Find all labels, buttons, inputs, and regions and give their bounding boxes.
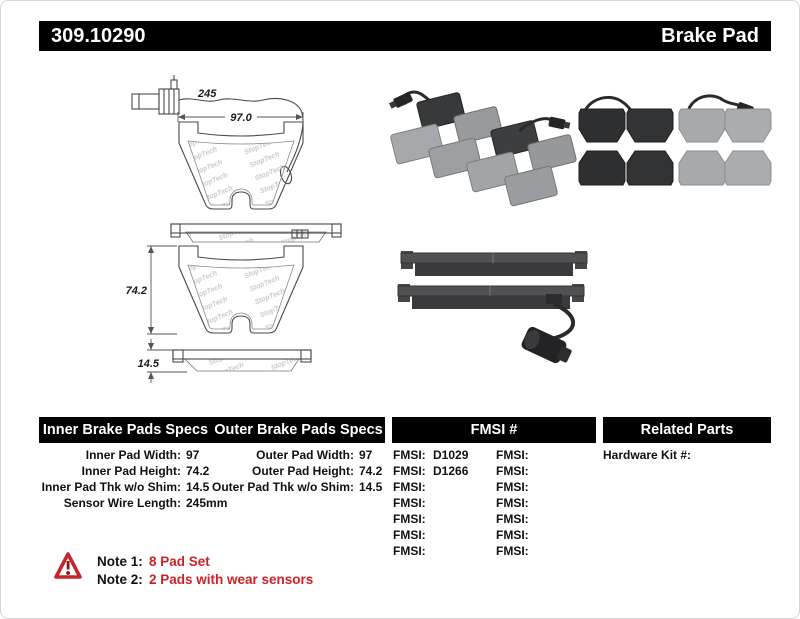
table-row xyxy=(496,543,536,559)
pads-specs-header-bar xyxy=(39,417,385,443)
fmsi-label: FMSI: xyxy=(393,544,426,558)
table-row xyxy=(393,447,468,463)
pad-edge-view-1 xyxy=(171,224,341,242)
title-bar xyxy=(39,21,771,51)
spec-value: 74.2 xyxy=(186,464,210,478)
fmsi-label: FMSI: xyxy=(393,448,426,462)
table-row xyxy=(496,447,536,463)
fmsi-value: D1029 xyxy=(433,448,469,462)
table-row xyxy=(496,527,536,543)
table-row xyxy=(208,479,382,495)
pad-front-view-1 xyxy=(179,122,303,209)
note-line xyxy=(97,554,210,569)
fmsi-label: FMSI: xyxy=(496,448,529,462)
technical-drawing xyxy=(126,75,341,383)
spec-value: 74.2 xyxy=(359,464,383,478)
note-label: Note 1: xyxy=(97,554,143,569)
dimension-thickness xyxy=(138,339,187,383)
spec-label: Inner Pad Width: xyxy=(85,448,181,462)
table-row xyxy=(603,447,696,463)
spec-label: Inner Pad Thk w/o Shim: xyxy=(41,480,181,494)
fmsi-label: FMSI: xyxy=(496,544,529,558)
fmsi-label: FMSI: xyxy=(496,528,529,542)
table-row xyxy=(393,479,433,495)
photo-pad-set-angled xyxy=(388,92,577,207)
dim-pad-thickness: 14.5 xyxy=(137,358,159,370)
spec-label: Outer Pad Height: xyxy=(251,464,354,478)
spec-value: 245mm xyxy=(186,496,228,510)
note-line xyxy=(97,572,313,587)
fmsi-label: FMSI: xyxy=(393,512,426,526)
spec-value: 97 xyxy=(186,448,200,462)
table-row xyxy=(39,447,199,463)
fmsi-header-bar xyxy=(392,417,596,443)
sensor-plug-icon xyxy=(548,116,571,130)
related-label: Hardware Kit #: xyxy=(603,448,692,462)
sensor-plug-icon xyxy=(388,92,413,111)
spec-label: Outer Pad Thk w/o Shim: xyxy=(211,480,354,494)
fmsi-label: FMSI: xyxy=(496,464,529,478)
fmsi-header: FMSI # xyxy=(470,422,518,438)
sensor-connector-drawing xyxy=(132,75,179,114)
spec-label: Sensor Wire Length: xyxy=(63,496,181,510)
photo-pad-faces xyxy=(579,96,771,185)
spec-value: 97 xyxy=(359,448,373,462)
fmsi-label: FMSI: xyxy=(393,528,426,542)
table-row xyxy=(496,463,536,479)
table-row xyxy=(393,511,433,527)
table-row xyxy=(39,479,209,495)
table-row xyxy=(496,495,536,511)
spec-label: Inner Pad Height: xyxy=(81,464,181,478)
related-parts-header: Related Parts xyxy=(640,422,734,438)
inner-specs-header: Inner Brake Pads Specs xyxy=(42,422,209,438)
related-parts-header-bar xyxy=(603,417,771,443)
fmsi-label: FMSI: xyxy=(496,512,529,526)
dim-sensor-wire-length: 245 xyxy=(198,88,217,100)
table-row xyxy=(39,495,227,511)
note-text: 8 Pad Set xyxy=(149,554,210,569)
table-row xyxy=(393,463,468,479)
dim-pad-width: 97.0 xyxy=(230,112,252,124)
note-label: Note 2: xyxy=(97,572,143,587)
product-name: Brake Pad xyxy=(661,24,759,47)
pad-front-view-2 xyxy=(179,246,303,333)
table-row xyxy=(496,479,536,495)
table-row xyxy=(208,447,372,463)
fmsi-label: FMSI: xyxy=(393,464,426,478)
part-number: 309.10290 xyxy=(51,24,146,47)
table-row xyxy=(393,543,433,559)
table-row xyxy=(496,511,536,527)
fmsi-label: FMSI: xyxy=(393,480,426,494)
spec-label: Outer Pad Width: xyxy=(256,448,354,462)
table-row xyxy=(39,463,209,479)
pad-edge-view-2 xyxy=(173,350,311,371)
fmsi-value: D1266 xyxy=(433,464,469,478)
dimension-height xyxy=(126,246,177,334)
dim-pad-height: 74.2 xyxy=(125,285,147,297)
warning-icon xyxy=(56,554,80,577)
fmsi-label: FMSI: xyxy=(496,480,529,494)
table-row xyxy=(393,527,433,543)
photo-pad-edge-with-sensor xyxy=(398,251,587,368)
spec-value: 14.5 xyxy=(359,480,383,494)
fmsi-label: FMSI: xyxy=(496,496,529,510)
note-text: 2 Pads with wear sensors xyxy=(149,572,314,587)
fmsi-label: FMSI: xyxy=(393,496,426,510)
spec-value: 14.5 xyxy=(186,480,210,494)
table-row xyxy=(208,463,382,479)
table-row xyxy=(393,495,433,511)
outer-specs-header: Outer Brake Pads Specs xyxy=(214,422,383,438)
